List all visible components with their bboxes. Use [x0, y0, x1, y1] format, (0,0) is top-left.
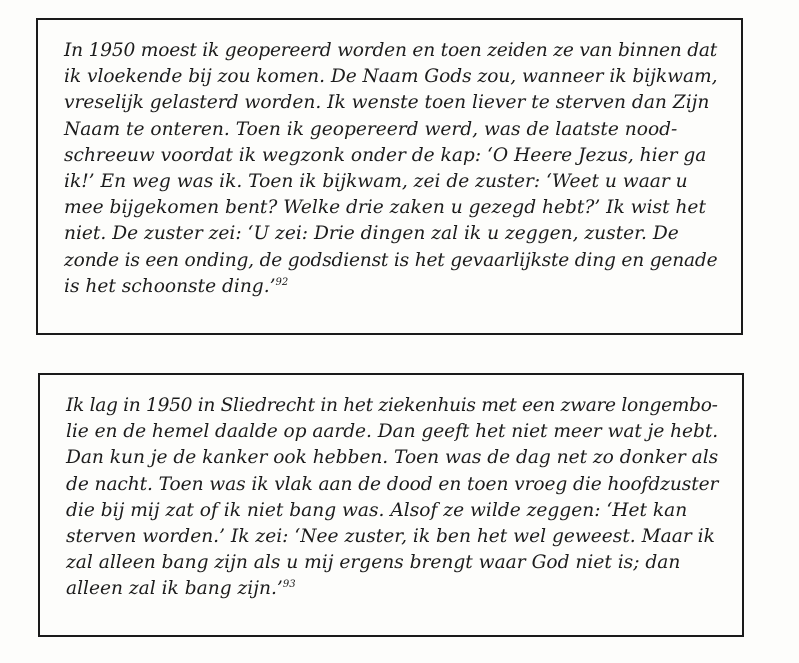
footnote-marker: 92	[275, 276, 289, 288]
quote-line-last	[64, 274, 717, 300]
quote-line: schreeuw voordat ik wegzonk onder de kap: ‘O Heere Jezus, hier ga	[64, 144, 707, 166]
quote-line: Dan kun je de kanker ook hebben. Toen was de dag net zo donker als	[66, 447, 719, 469]
quote-line: de nacht. Toen was ik vlak aan de dood en toen vroeg die hoofdzuster	[66, 473, 719, 495]
quote-line: zonde is een onding, de godsdienst is het gevaarlijkste ding en genade	[64, 249, 718, 271]
footnote-marker: 93	[282, 579, 296, 591]
quote-line: Naam te onteren. Toen ik geopereerd werd, was de laatste nood-	[64, 118, 678, 140]
quote-line: Ik lag in 1950 in Sliedrecht in het ziekenhuis met een zware longembo-	[66, 395, 718, 416]
quote-text-1	[64, 38, 717, 300]
quote-box-2	[38, 373, 744, 637]
quote-line: In 1950 moest ik geopereerd worden en toen zeiden ze van binnen dat	[64, 40, 718, 61]
quote-text-2	[66, 393, 718, 603]
quote-line-text: alleen zal ik bang zijn.’	[66, 578, 283, 600]
quote-line-last	[66, 576, 718, 602]
quote-line: niet. De zuster zei: ‘U zei: Drie dingen zal ik u zeggen, zuster. De	[64, 223, 679, 245]
quote-line: zal alleen bang zijn als u mij ergens brengt waar God niet is; dan	[66, 552, 681, 574]
quote-line: die bij mij zat of ik niet bang was. Alsof ze wilde zeggen: ‘Het kan	[66, 499, 688, 521]
quote-line: ik vloekende bij zou komen. De Naam Gods zou, wanneer ik bijkwam,	[64, 66, 718, 88]
quote-line: vreselijk gelasterd worden. Ik wenste toen liever te sterven dan Zijn	[64, 92, 710, 114]
quote-line: lie en de hemel daalde op aarde. Dan geeft het niet meer wat je hebt.	[66, 421, 719, 443]
quote-line: sterven worden.’ Ik zei: ‘Nee zuster, ik ben het wel geweest. Maar ik	[66, 526, 715, 548]
quote-line-text: is het schoonste ding.’	[64, 275, 276, 297]
quote-box-1	[36, 18, 743, 335]
quote-line: ik!’ En weg was ik. Toen ik bijkwam, zei de zuster: ‘Weet u waar u	[64, 171, 688, 193]
quote-line: mee bijgekomen bent? Welke drie zaken u gezegd hebt?’ Ik wist het	[64, 197, 706, 219]
